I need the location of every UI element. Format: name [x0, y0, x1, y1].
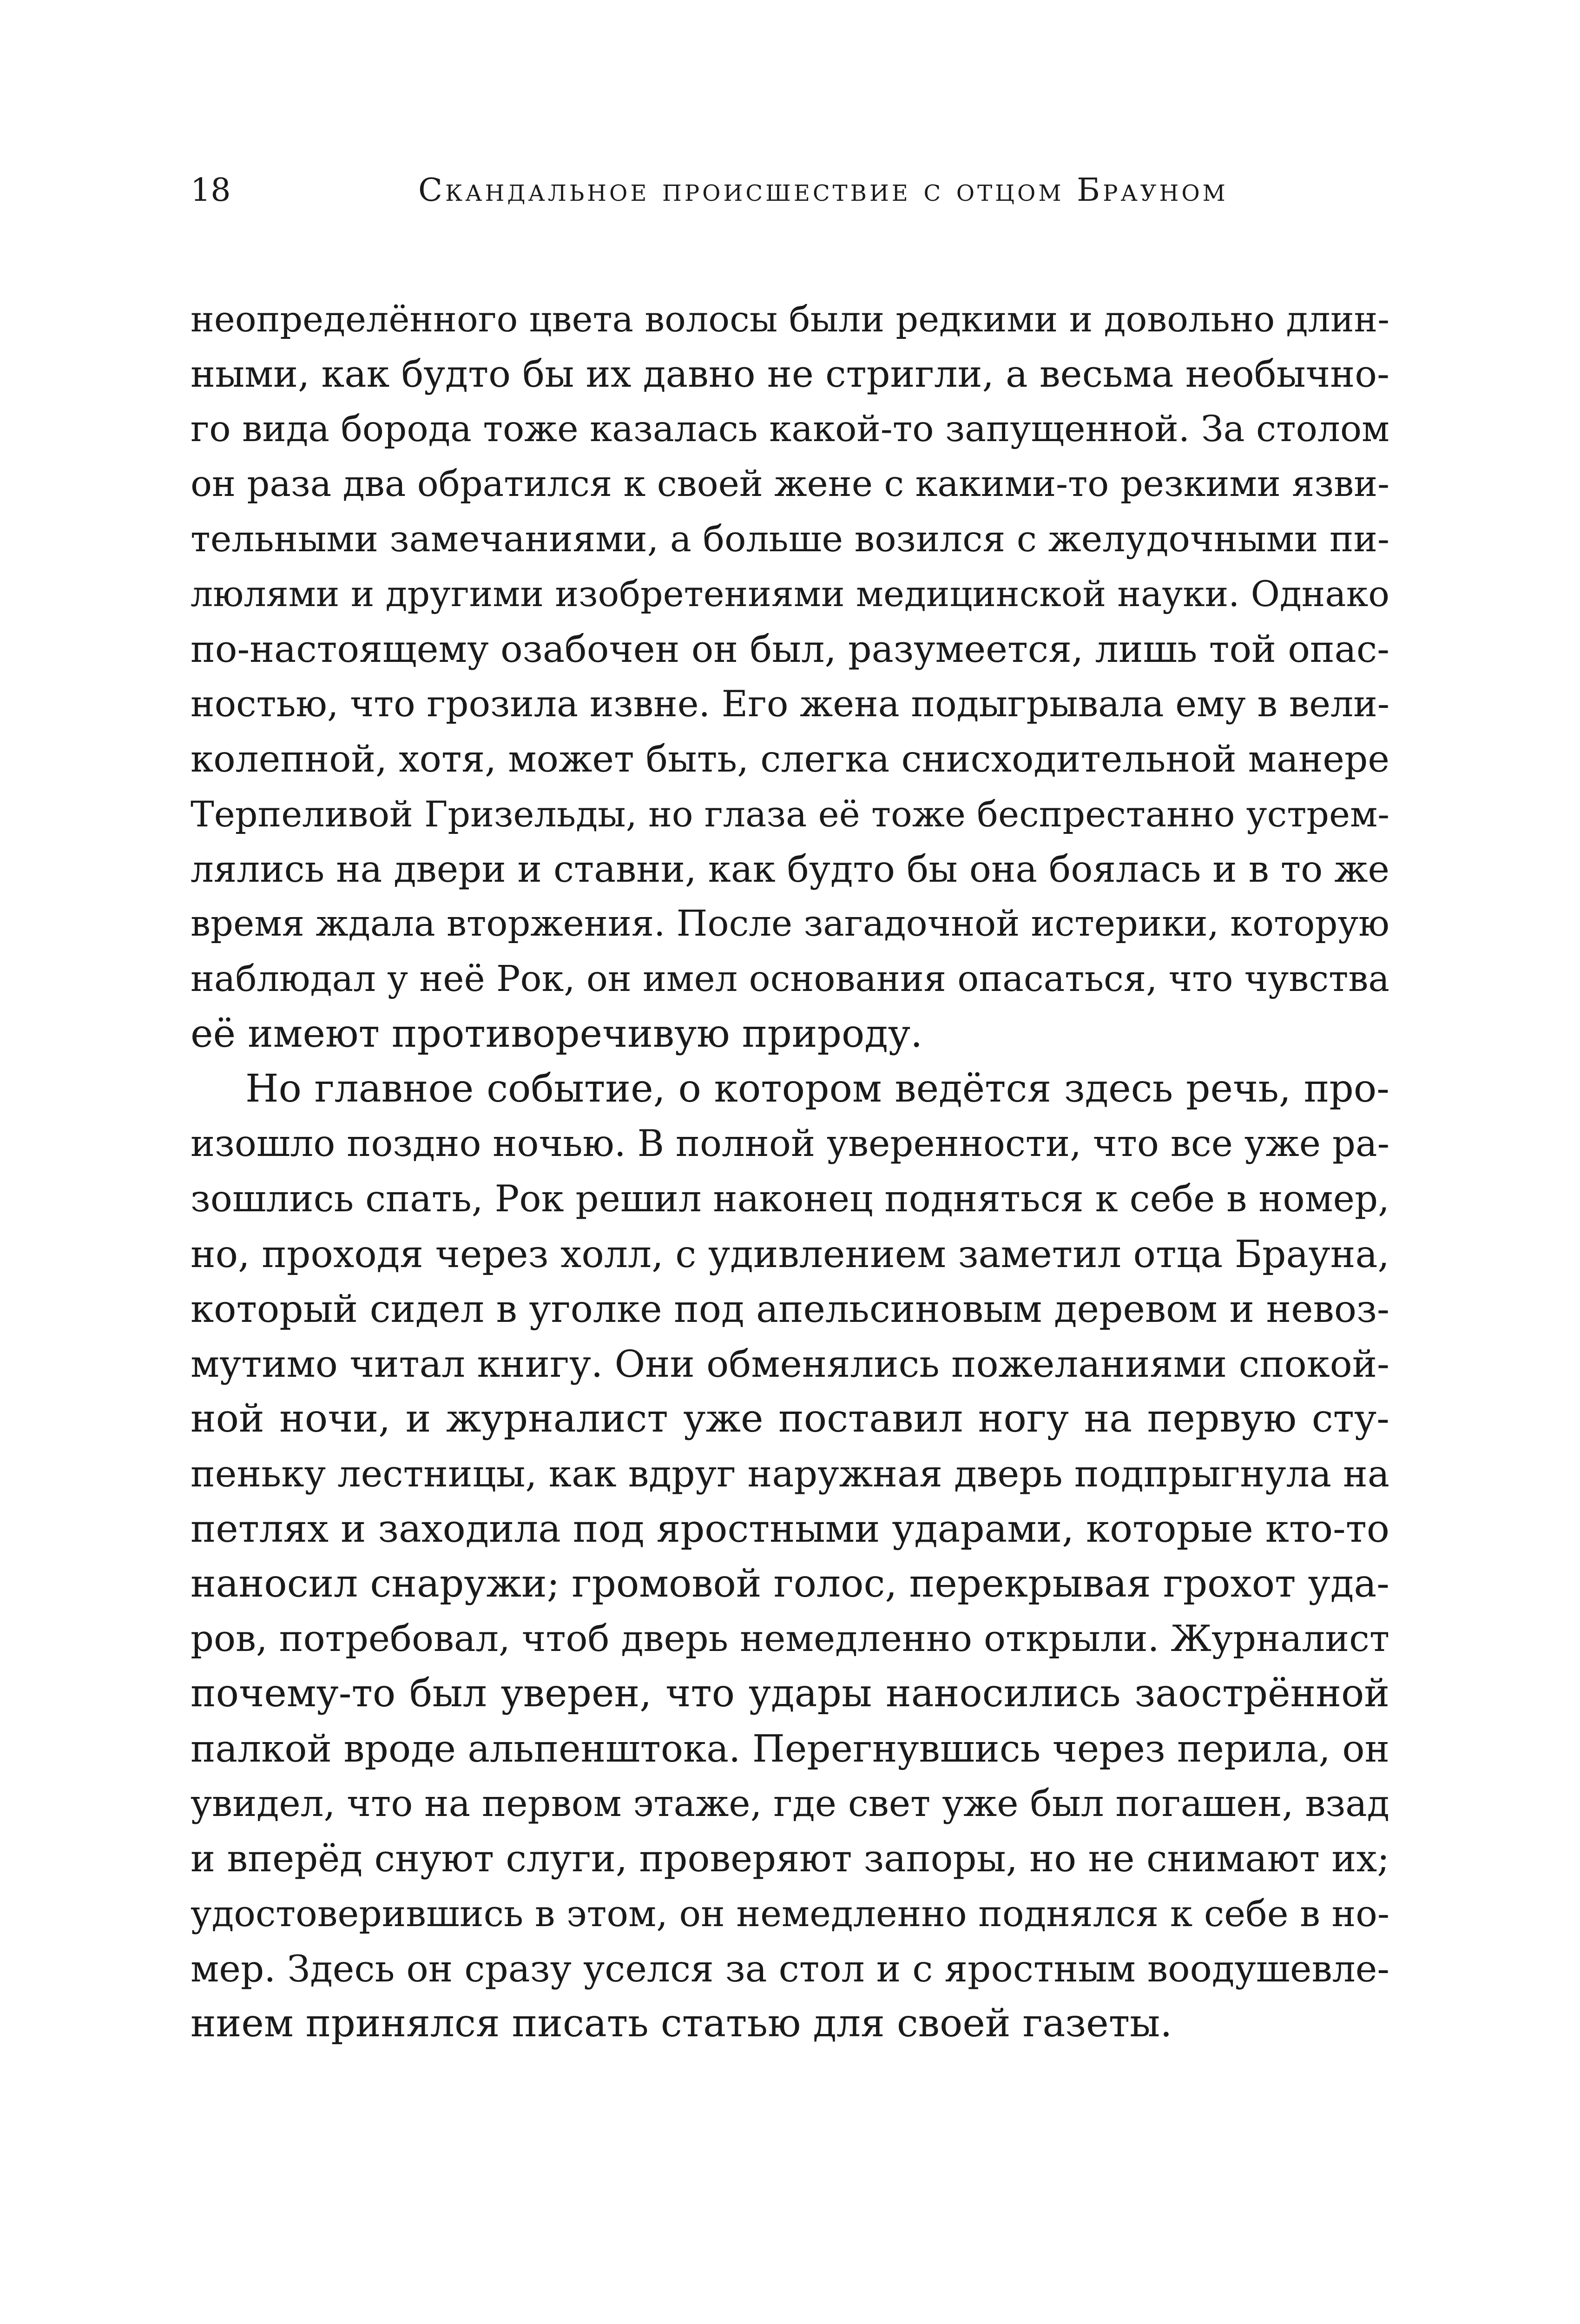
text-line: изошло поздно ночью. В полной уверенности, что все уже ра- [191, 1122, 1389, 1165]
text-line: почему-то был уверен, что удары наносились заострённой [191, 1671, 1389, 1716]
text-line: мер. Здесь он сразу уселся за стол и с яростным воодушевле- [191, 1947, 1389, 1990]
text-line: ров, потребовал, чтоб дверь немедленно открыли. Журналист [191, 1618, 1389, 1660]
text-line: увидел, что на первом этаже, где свет уже был погашен, взад [191, 1783, 1389, 1825]
text-line: и вперёд снуют слуги, проверяют запоры, но не снимают их; [191, 1837, 1389, 1881]
text-line: наносил снаружи; громовой голос, перекрывая грохот уда- [191, 1561, 1389, 1606]
text-line: тельными замечаниями, а больше возился с желудочными пи- [191, 518, 1389, 561]
running-title: Скандальное происшествие с отцом Брауном [418, 172, 1228, 209]
page-number: 18 [191, 172, 231, 209]
text-line: наблюдал у неё Рок, он имел основания опасаться, что чувства [191, 958, 1389, 1000]
text-line: по-настоящему озабочен он был, разумеется, лишь той опас- [191, 627, 1389, 671]
text-line: ными, как будто бы их давно не стригли, а весьма необычно- [191, 352, 1389, 396]
text-line: колепной, хотя, может быть, слегка снисходительной манере [191, 738, 1389, 781]
text-line: Но главное событие, о котором ведётся здесь речь, про- [245, 1067, 1389, 1111]
paragraph-2 [191, 1062, 1389, 2051]
text-line: ной ночи, и журналист уже поставил ногу на первую сту- [191, 1396, 1389, 1441]
text-line: Терпеливой Гризельды, но глаза её тоже беспрестанно устрем- [191, 793, 1389, 835]
text-line: нием принялся писать статью для своей газеты. [191, 2001, 1172, 2046]
paragraph-1 [191, 292, 1389, 1062]
text-line: пеньку лестницы, как вдруг наружная дверь подпрыгнула на [191, 1452, 1389, 1496]
text-line: люлями и другими изобретениями медицинской науки. Однако [191, 573, 1389, 615]
text-line: го вида борода тоже казалась какой-то запущенной. За столом [191, 408, 1389, 450]
text-line: время ждала вторжения. После загадочной истерики, которую [191, 903, 1389, 945]
text-line: ностью, что грозила извне. Его жена подыгрывала ему в вели- [191, 683, 1389, 726]
text-line: лялись на двери и ставни, как будто бы она боялась и в то же [191, 847, 1389, 891]
text-line: неопределённого цвета волосы были редкими и довольно длин- [191, 298, 1389, 340]
text-line: который сидел в уголке под апельсиновым деревом и невоз- [191, 1287, 1389, 1331]
text-line: палкой вроде альпенштока. Перегнувшись через перила, он [191, 1727, 1389, 1770]
page-header [191, 167, 1389, 223]
text-line: мутимо читал книгу. Они обменялись пожеланиями спокой- [191, 1342, 1389, 1386]
text-line: петлях и заходила под яростными ударами, которые кто-то [191, 1506, 1389, 1551]
text-line: зошлись спать, Рок решил наконец подняться к себе в номер, [191, 1177, 1389, 1220]
text-line: её имеют противоречивую природу. [191, 1011, 923, 1056]
body-text [191, 292, 1389, 2052]
text-line: он раза два обратился к своей жене с какими-то резкими язви- [191, 463, 1389, 505]
text-line: удостоверившись в этом, он немедленно поднялся к себе в но- [191, 1893, 1389, 1935]
text-line: но, проходя через холл, с удивлением заметил отца Брауна, [191, 1232, 1389, 1276]
